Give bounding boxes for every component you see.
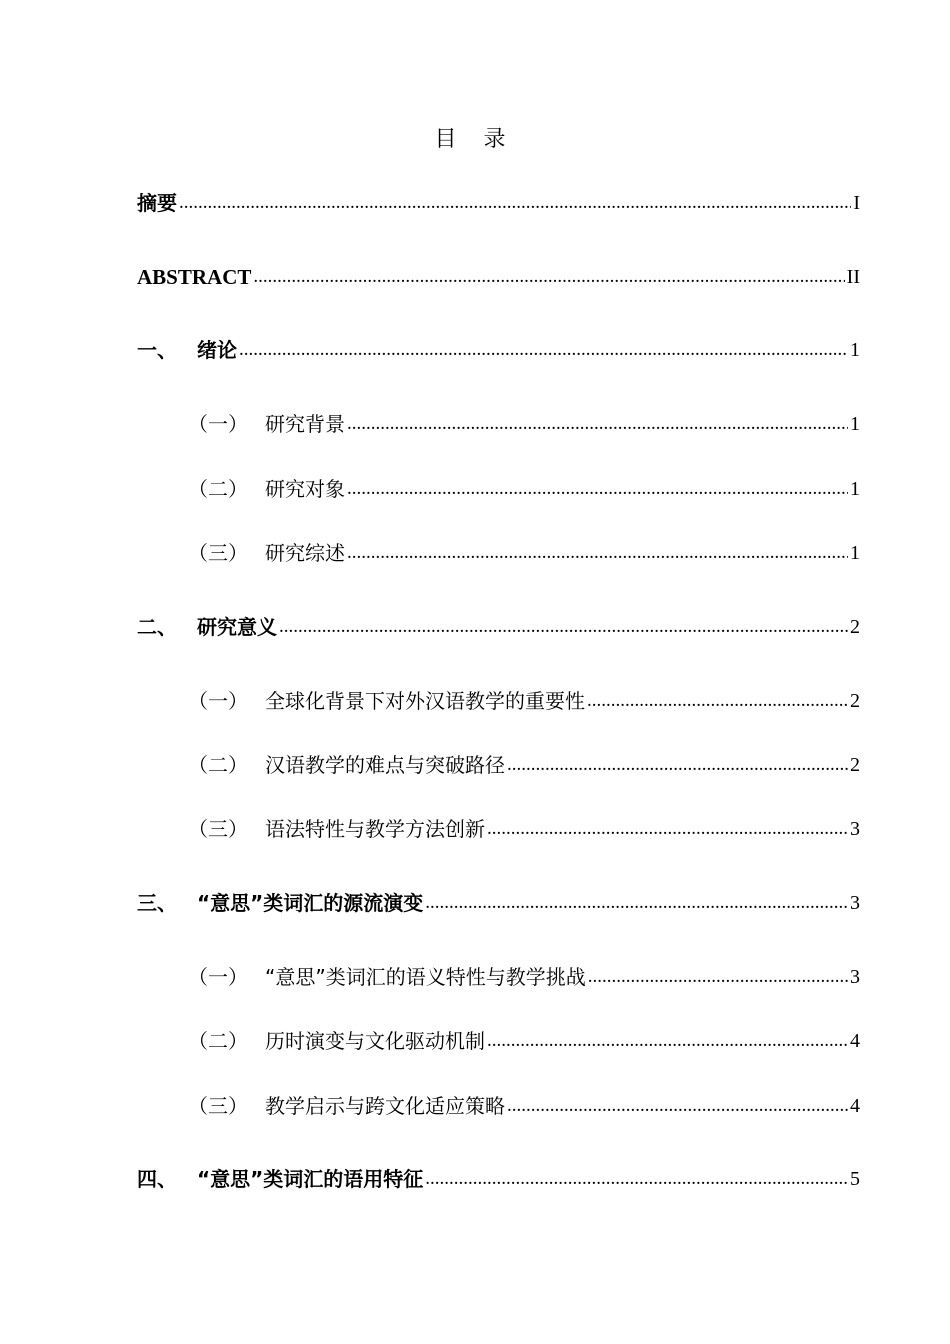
toc-entry-chapter-4[interactable] — [137, 1162, 860, 1192]
toc-entry-text: 教学启示与跨文化适应策略 — [265, 1094, 505, 1118]
toc-entry-text: 汉语教学的难点与突破路径 — [265, 753, 505, 777]
toc-entry-text: ABSTRACT — [137, 265, 252, 289]
toc-entry-page: 3 — [850, 966, 860, 988]
toc-entry-number: 一、 — [137, 338, 177, 362]
toc-entry-chapter-3[interactable] — [137, 886, 860, 916]
toc-entry-number: （二） — [188, 753, 248, 777]
dot-leader — [239, 337, 848, 363]
toc-entry-number: （二） — [188, 477, 248, 501]
dot-leader — [507, 1093, 848, 1119]
toc-entry-1-3[interactable] — [188, 536, 860, 566]
toc-entry-abstract-cn[interactable] — [137, 186, 860, 216]
toc-entry-page: 3 — [850, 818, 860, 840]
dot-leader — [347, 540, 848, 566]
toc-entry-2-3[interactable] — [188, 812, 860, 842]
dot-leader — [347, 411, 848, 437]
toc-entry-text: 全球化背景下对外汉语教学的重要性 — [265, 689, 585, 713]
dot-leader — [588, 964, 848, 990]
toc-entry-number: （一） — [188, 689, 248, 713]
toc-entry-page: 1 — [850, 542, 860, 564]
toc-entry-text: “意思”类词汇的源流演变 — [197, 891, 424, 915]
toc-title: 目 录 — [434, 127, 516, 152]
toc-entry-page: II — [846, 266, 860, 288]
toc-entry-2-2[interactable] — [188, 748, 860, 778]
toc-entry-text: 研究背景 — [265, 412, 345, 436]
toc-entry-page: 1 — [850, 339, 860, 361]
toc-entry-text: “意思”类词汇的语用特征 — [197, 1167, 424, 1191]
toc-entry-text: 研究综述 — [265, 541, 345, 565]
toc-entry-page: 3 — [850, 892, 860, 914]
toc-entry-text: 摘要 — [137, 191, 177, 215]
toc-entry-number: 二、 — [137, 615, 177, 639]
toc-entry-page: 5 — [850, 1168, 860, 1190]
toc-entry-number: （二） — [188, 1029, 248, 1053]
dot-leader — [487, 1028, 848, 1054]
toc-entry-text: 研究对象 — [265, 477, 345, 501]
toc-entry-chapter-1[interactable] — [137, 333, 860, 363]
toc-entry-number: （一） — [188, 965, 248, 989]
toc-entry-number: （一） — [188, 412, 248, 436]
toc-entry-text: 研究意义 — [197, 615, 277, 639]
toc-entry-1-2[interactable] — [188, 472, 860, 502]
toc-entry-3-2[interactable] — [188, 1024, 860, 1054]
dot-leader — [179, 190, 851, 216]
toc-entry-number: （三） — [188, 541, 248, 565]
toc-entry-text: 语法特性与教学方法创新 — [265, 817, 485, 841]
toc-entry-2-1[interactable] — [188, 684, 860, 714]
toc-entry-number: 四、 — [137, 1167, 177, 1191]
toc-entry-abstract-en[interactable] — [137, 260, 860, 290]
dot-leader — [425, 1166, 848, 1192]
toc-entry-1-1[interactable] — [188, 407, 860, 437]
toc-entry-page: 2 — [850, 690, 860, 712]
toc-entry-text: 绪论 — [197, 338, 237, 362]
toc-entry-3-3[interactable] — [188, 1089, 860, 1119]
toc-entry-page: 4 — [850, 1095, 860, 1117]
toc-entry-number: （三） — [188, 1094, 248, 1118]
dot-leader — [253, 264, 844, 290]
dot-leader — [425, 890, 848, 916]
toc-entry-text: “意思”类词汇的语义特性与教学挑战 — [265, 965, 586, 989]
dot-leader — [507, 752, 848, 778]
toc-entry-text: 历时演变与文化驱动机制 — [265, 1029, 485, 1053]
dot-leader — [279, 614, 848, 640]
toc-entry-page: 1 — [850, 413, 860, 435]
toc-entry-page: 1 — [850, 478, 860, 500]
dot-leader — [487, 816, 848, 842]
toc-entry-number: 三、 — [137, 891, 177, 915]
toc-entry-chapter-2[interactable] — [137, 610, 860, 640]
toc-entry-page: I — [853, 192, 860, 214]
dot-leader — [347, 476, 848, 502]
toc-entry-number: （三） — [188, 817, 248, 841]
toc-entry-page: 4 — [850, 1030, 860, 1052]
dot-leader — [587, 688, 848, 714]
toc-entry-page: 2 — [850, 754, 860, 776]
toc-entry-page: 2 — [850, 616, 860, 638]
toc-entry-3-1[interactable] — [188, 960, 860, 990]
